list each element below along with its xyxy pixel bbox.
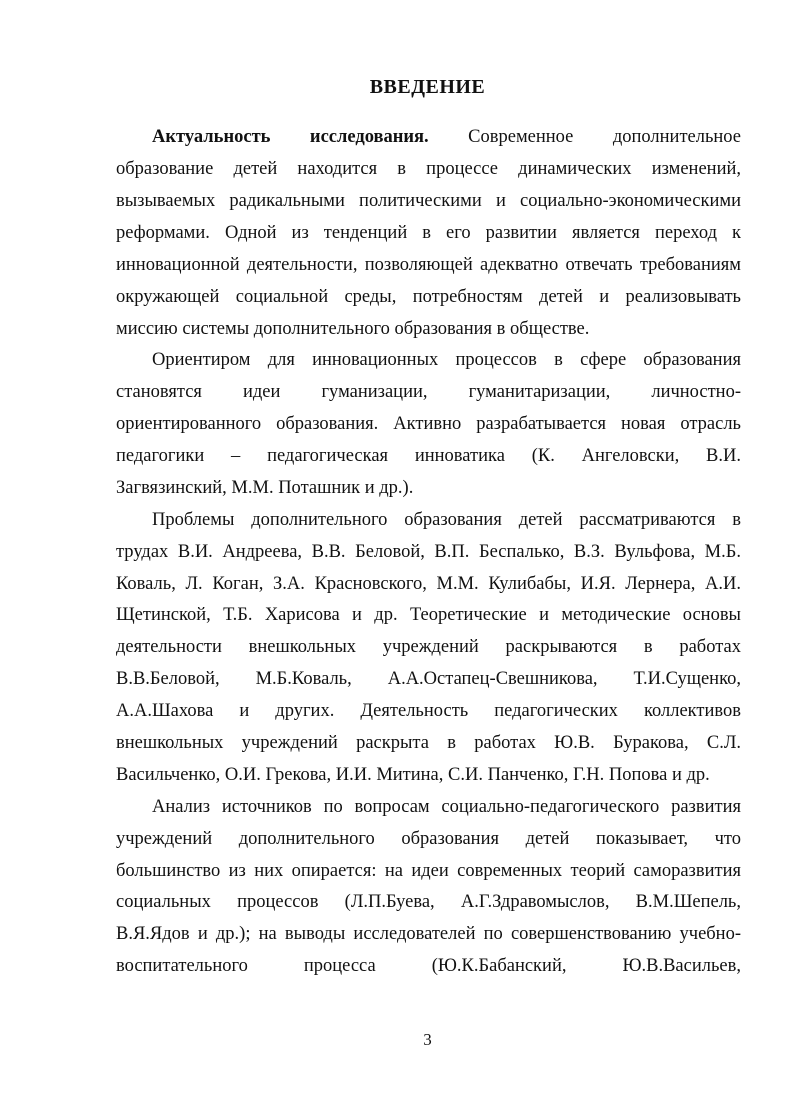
text-line: деятельности внешкольных учреждений раскрываются в работах: [116, 637, 741, 657]
page-title: ВВЕДЕНИЕ: [369, 76, 486, 98]
text-line: Анализ источников по вопросам социально-педагогического развития: [152, 797, 741, 817]
text-line: реформами. Одной из тенденций в его развитии является переход к: [116, 223, 741, 243]
text-line: В.Я.Ядов и др.); на выводы исследователей по совершенствованию учебно-: [116, 924, 741, 944]
text-line: А.А.Шахова и других. Деятельность педагогических коллективов: [116, 701, 741, 721]
text-line: Васильченко, О.И. Грекова, И.И. Митина, С.И. Панченко, Г.Н. Попова и др.: [116, 765, 710, 785]
text-line: Проблемы дополнительного образования детей рассматриваются в: [152, 510, 741, 530]
text-line: педагогики – педагогическая инноватика (К. Ангеловски, В.И.: [116, 446, 741, 466]
text-line: вызываемых радикальными политическими и социально-экономическими: [116, 191, 741, 211]
text-line: становятся идеи гуманизации, гуманитаризации, личностно-: [116, 382, 741, 402]
text-line: [152, 124, 741, 150]
text-line: воспитательного процесса (Ю.К.Бабанский, Ю.В.Васильев,: [116, 956, 741, 976]
text-line: Загвязинский, М.М. Поташник и др.).: [116, 478, 414, 498]
text-line: трудах В.И. Андреева, В.В. Беловой, В.П. Беспалько, В.З. Вульфова, М.Б.: [116, 542, 741, 562]
text-line: Коваль, Л. Коган, З.А. Красновского, М.М. Кулибабы, И.Я. Лернера, А.И.: [116, 574, 741, 594]
text-line: окружающей социальной среды, потребностям детей и реализовывать: [116, 287, 741, 307]
text-line: В.В.Беловой, М.Б.Коваль, А.А.Остапец-Свешникова, Т.И.Сущенко,: [116, 669, 741, 689]
text-line: внешкольных учреждений раскрыта в работах Ю.В. Буракова, С.Л.: [116, 733, 741, 753]
bold-lead: Актуальность исследования.: [152, 127, 429, 147]
text-line: социальных процессов (Л.П.Буева, А.Г.Здравомыслов, В.М.Шепель,: [116, 892, 741, 912]
text-line: большинство из них опирается: на идеи современных теорий саморазвития: [116, 861, 741, 881]
text-line: ориентированного образования. Активно разрабатывается новая отрасль: [116, 414, 741, 434]
page-number: 3: [423, 1030, 432, 1049]
text-line: миссию системы дополнительного образования в обществе.: [116, 319, 590, 339]
text-line: образование детей находится в процессе динамических изменений,: [116, 159, 741, 179]
text-line: учреждений дополнительного образования детей показывает, что: [116, 829, 741, 849]
line-text: Современное дополнительное: [428, 127, 741, 147]
text-line: Щетинской, Т.Б. Харисова и др. Теоретические и методические основы: [116, 605, 741, 625]
text-line: инновационной деятельности, позволяющей адекватно отвечать требованиям: [116, 255, 741, 275]
text-line: Ориентиром для инновационных процессов в сфере образования: [152, 350, 741, 370]
